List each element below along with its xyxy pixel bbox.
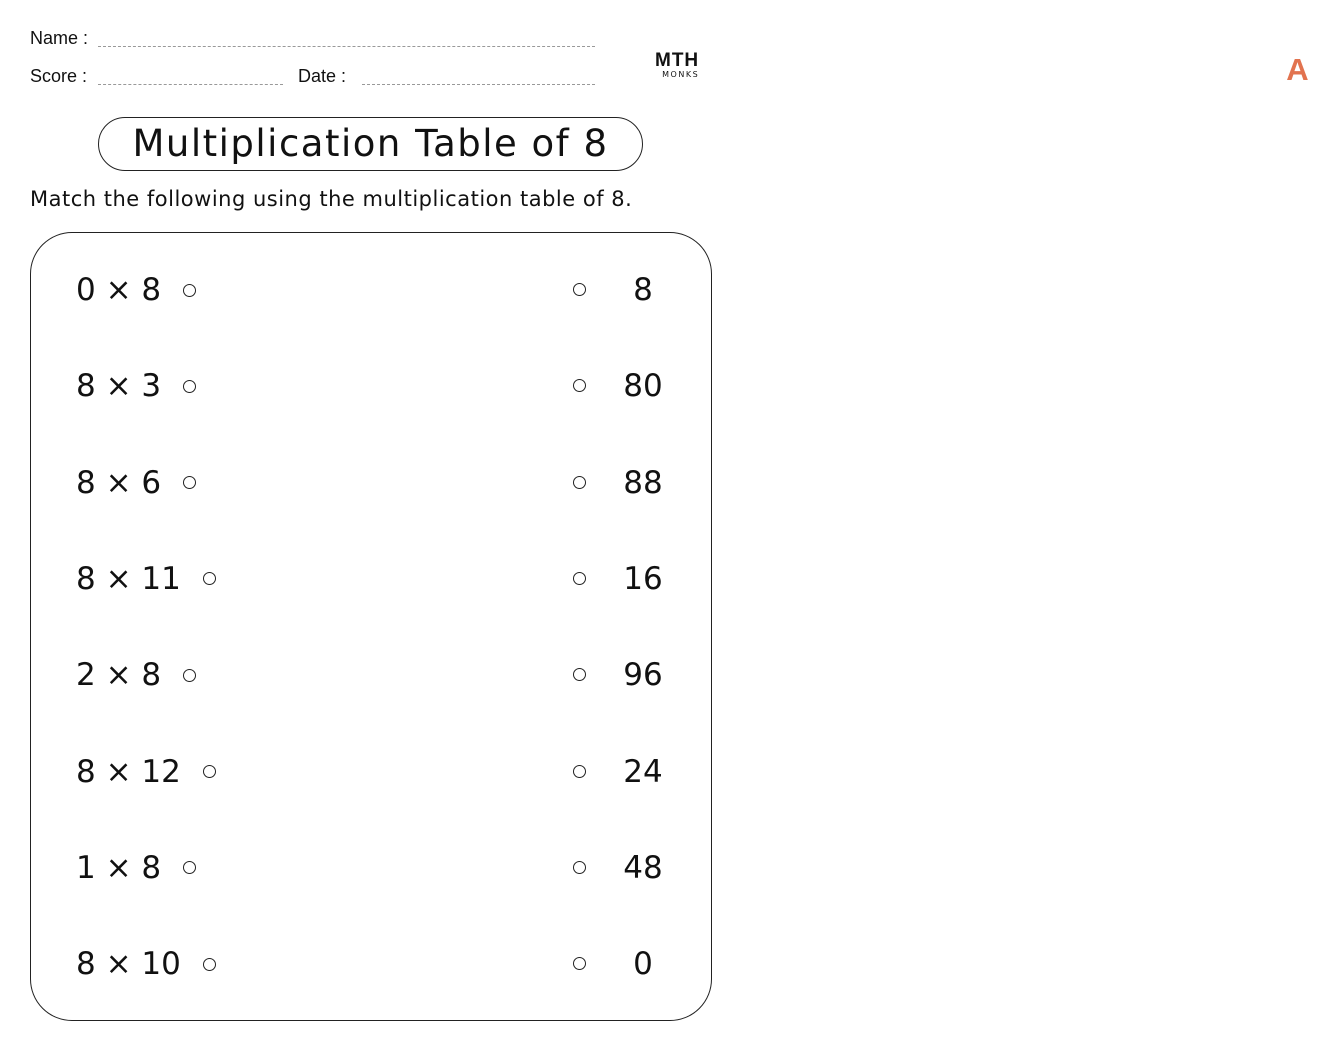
answer-dot[interactable] xyxy=(573,957,586,970)
question-dot[interactable] xyxy=(203,572,216,585)
answer-text: 16 xyxy=(623,560,663,597)
question xyxy=(76,848,196,888)
match-row xyxy=(0,944,742,984)
logo-subtext: MONKS xyxy=(662,70,700,79)
date-label: Date : xyxy=(298,66,347,86)
question xyxy=(76,944,216,984)
match-row xyxy=(0,848,742,888)
question xyxy=(76,463,196,503)
question-text: 8 × 6 xyxy=(76,464,162,501)
match-row xyxy=(0,655,742,695)
logo-text: M xyxy=(655,50,672,71)
question-text: 2 × 8 xyxy=(76,657,162,694)
question xyxy=(76,270,196,310)
match-row xyxy=(0,463,742,503)
answer-text: 48 xyxy=(623,849,663,886)
instructions: Match the following using the multiplication table of 8. xyxy=(30,187,633,211)
question xyxy=(76,559,216,599)
answer-dot[interactable] xyxy=(573,572,586,585)
answer-text: 96 xyxy=(623,657,663,694)
question-text: 0 × 8 xyxy=(76,272,162,308)
question-text: 8 × 11 xyxy=(76,560,181,597)
question-text: 1 × 8 xyxy=(76,849,162,886)
question xyxy=(76,752,216,792)
name-label: Name : xyxy=(30,28,89,48)
score-field[interactable] xyxy=(98,84,283,85)
question xyxy=(76,366,196,406)
question-dot[interactable] xyxy=(183,380,196,393)
answer-text: 88 xyxy=(623,464,663,501)
question-text: 8 × 10 xyxy=(76,946,181,983)
name-field[interactable] xyxy=(98,46,595,47)
answer-dot[interactable] xyxy=(573,476,586,489)
answer-dot[interactable] xyxy=(573,283,586,296)
answer-text: 0 xyxy=(633,946,653,983)
question-dot[interactable] xyxy=(203,765,216,778)
question-dot[interactable] xyxy=(183,284,196,297)
score-label: Score : xyxy=(30,66,88,86)
match-row xyxy=(0,559,742,599)
logo-triangle: A xyxy=(1286,52,1310,87)
match-row xyxy=(0,270,742,310)
match-row xyxy=(0,366,742,406)
question-dot[interactable] xyxy=(183,861,196,874)
question-dot[interactable] xyxy=(183,476,196,489)
answer-dot[interactable] xyxy=(573,765,586,778)
logo-text: TH xyxy=(671,50,700,71)
page-title: Multiplication Table of 8 xyxy=(98,117,643,171)
question-dot[interactable] xyxy=(203,958,216,971)
answer-dot[interactable] xyxy=(573,861,586,874)
matching-box xyxy=(30,232,712,1021)
question-text: 8 × 12 xyxy=(76,753,181,790)
date-field[interactable] xyxy=(362,84,595,85)
answer-text: 80 xyxy=(623,368,663,405)
question-dot[interactable] xyxy=(183,669,196,682)
answer-text: 24 xyxy=(623,753,663,790)
question xyxy=(76,655,196,695)
answer-dot[interactable] xyxy=(573,668,586,681)
match-row xyxy=(0,752,742,792)
math-monks-logo xyxy=(655,50,1310,87)
answer-text: 8 xyxy=(633,272,653,308)
question-text: 8 × 3 xyxy=(76,368,162,405)
answer-dot[interactable] xyxy=(573,379,586,392)
